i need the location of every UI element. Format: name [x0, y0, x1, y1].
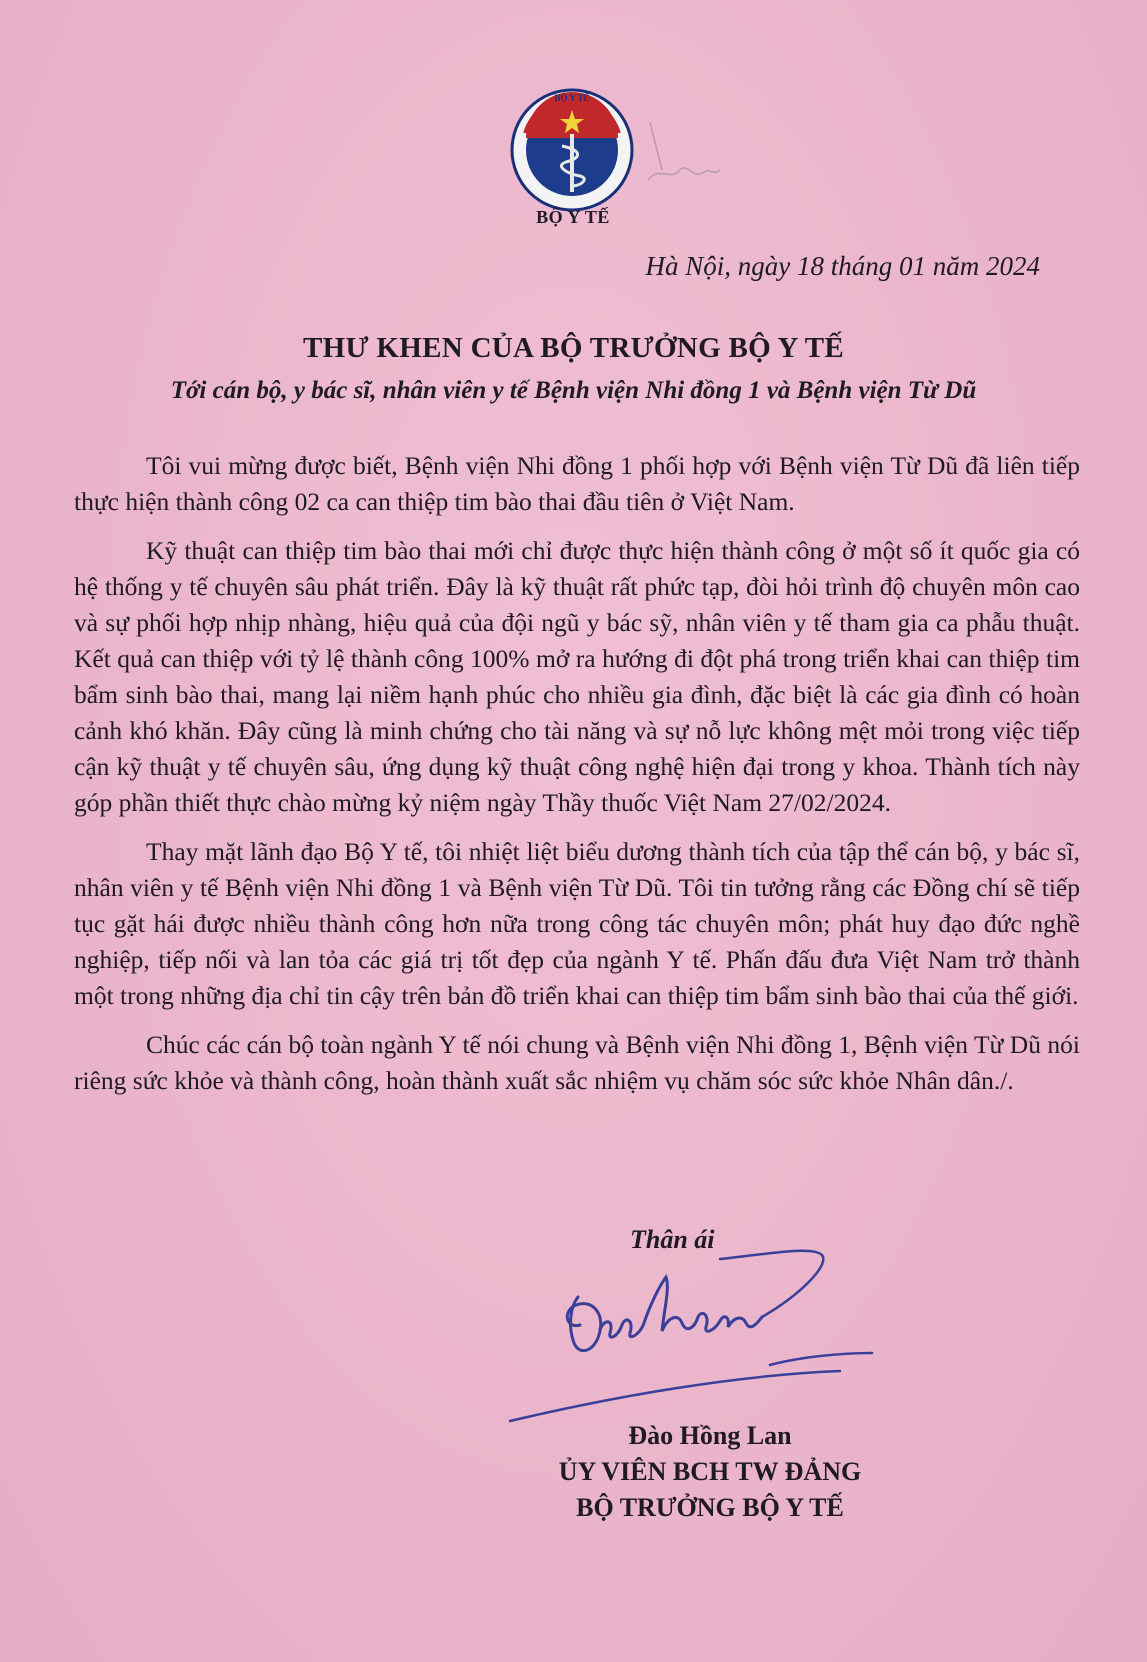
- letter-title: THƯ KHEN CỦA BỘ TRƯỞNG BỘ Y TẾ: [302, 332, 844, 364]
- signer-position-2: BỘ TRƯỞNG BỘ Y TẾ: [576, 1493, 844, 1522]
- ministry-label: BỘ Y TẾ: [536, 207, 610, 227]
- signer-block: [430, 1418, 990, 1526]
- pencil-scribble-icon: [640, 110, 730, 200]
- letter-body: [74, 448, 1080, 1099]
- paragraph-4: Chúc các cán bộ toàn ngành Y tế nói chung và Bệnh viện Nhi đồng 1, Bệnh viện Từ Dũ nói riêng sức khỏe và thành công, hoàn thành xuất sắc nhiệm vụ chăm sóc sức khỏe Nhân dân./.: [74, 1030, 1080, 1095]
- letter-subtitle: Tới cán bộ, y bác sĩ, nhân viên y tế Bệnh viện Nhi đồng 1 và Bệnh viện Từ Dũ: [170, 377, 977, 404]
- emblem-ring-text: BỘ Y TẾ: [554, 93, 590, 103]
- letter-date: Hà Nội, ngày 18 tháng 01 năm 2024: [645, 251, 1040, 281]
- ministry-emblem-icon: [510, 88, 634, 212]
- paragraph-2: Kỹ thuật can thiệp tim bào thai mới chỉ được thực hiện thành công ở một số ít quốc gia có hệ thống y tế chuyên sâu phát triển. Đây là kỹ thuật rất phức tạp, đòi hỏi trình độ chuyên môn cao và sự phối hợp nhịp nhàng, hiệu quả của đội ngũ y bác sỹ, nhân viên y tế tham gia ca phẫu thuật. Kết quả can thiệp với tỷ lệ thành công 100% mở ra hướng đi đột phá trong triển khai can thiệp tim bẩm sinh bào thai, mang lại niềm hạnh phúc cho nhiều gia đình, đặc biệt là các gia đình có hoàn cảnh khó khăn. Đây cũng là minh chứng cho tài năng và sự nỗ lực không mệt mỏi trong việc tiếp cận kỹ thuật y tế chuyên sâu, ứng dụng kỹ thuật công nghệ hiện đại trong y khoa. Thành tích này góp phần thiết thực chào mừng kỷ niệm ngày Thầy thuốc Việt Nam 27/02/2024.: [74, 536, 1080, 817]
- paragraph-3: Thay mặt lãnh đạo Bộ Y tế, tôi nhiệt liệt biểu dương thành tích của tập thể cán bộ, y bác sĩ, nhân viên y tế Bệnh viện Nhi đồng 1 và Bệnh viện Từ Dũ. Tôi tin tưởng rằng các Đồng chí sẽ tiếp tục gặt hái được nhiều thành công hơn nữa trong công tác chuyên môn; phát huy đạo đức nghề nghiệp, tiếp nối và lan tỏa các giá trị tốt đẹp của ngành Y tế. Phấn đấu đưa Việt Nam trở thành một trong những địa chỉ tin cậy trên bản đồ triển khai can thiệp tim bẩm sinh bào thai của thế giới.: [74, 837, 1080, 1010]
- signature-icon: [500, 1225, 900, 1425]
- paragraph-1: Tôi vui mừng được biết, Bệnh viện Nhi đồng 1 phối hợp với Bệnh viện Từ Dũ đã liên tiếp thực hiện thành công 02 ca can thiệp tim bào thai đầu tiên ở Việt Nam.: [74, 451, 1080, 516]
- closing-text: Thân ái: [630, 1225, 715, 1254]
- signer-name: Đào Hồng Lan: [628, 1421, 792, 1450]
- signer-position-1: ỦY VIÊN BCH TW ĐẢNG: [558, 1457, 862, 1486]
